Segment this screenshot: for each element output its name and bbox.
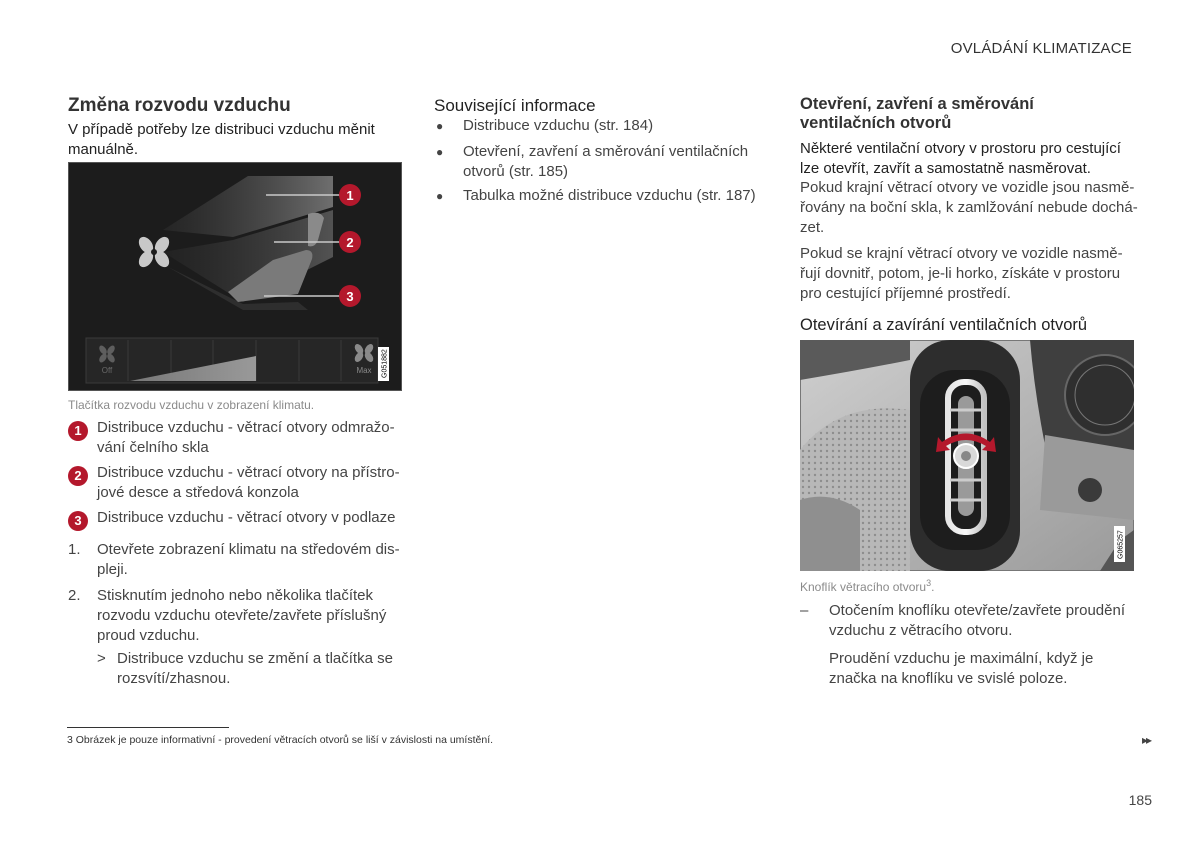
paragraph: Pokud krajní větrací otvory ve vozidle jsou nasmě- řovány na boční skla, k zamlžování nebude dochá- zet. xyxy=(800,179,1138,236)
step-item: Otevřete zobrazení klimatu na středovém dis- pleji. xyxy=(97,541,400,578)
figure-caption: Knoflík větracího otvoru$^3$. xyxy=(800,578,935,594)
bullet-icon: ● xyxy=(436,189,444,203)
figure-code: G051882 xyxy=(381,349,389,378)
legend-item: Distribuce vzduchu - větrací otvory na přístro- jové desce a středová konzola xyxy=(97,464,400,501)
max-label: Max xyxy=(356,366,372,375)
result-marker: > xyxy=(97,650,106,667)
related-link[interactable]: Distribuce vzduchu (str. 184) xyxy=(463,117,654,134)
vent-photo-figure xyxy=(800,340,1134,571)
step-marker: – xyxy=(800,602,809,619)
step-item: Otočením knoflíku otevřete/zavřete proudění vzduchu z větracího otvoru. xyxy=(829,602,1125,639)
lead-text: Některé ventilační otvory v prostoru pro cestující lze otevřít, zavřít a samostatně nasměrovat. xyxy=(800,140,1121,177)
bullet-icon: ● xyxy=(436,119,444,133)
footnote-divider xyxy=(67,727,229,728)
callout-1: 1 xyxy=(346,188,354,203)
related-info-title: Související informace xyxy=(434,96,596,115)
page-number: 185 xyxy=(1128,792,1152,808)
callout-2: 2 xyxy=(346,235,354,250)
legend-number: 3 xyxy=(68,511,88,531)
legend-number: 1 xyxy=(68,421,88,441)
step-item: Stisknutím jednoho nebo několika tlačítek rozvodu vzduchu otevřete/zavřete příslušný proud vzduchu. xyxy=(97,587,387,644)
note-text: Proudění vzduchu je maximální, když je značka na knoflíku ve svislé poloze. xyxy=(829,650,1094,687)
section-header: OVLÁDÁNÍ KLIMATIZACE xyxy=(950,40,1132,57)
intro-text: V případě potřeby lze distribuci vzduchu měnit manuálně. xyxy=(68,121,375,158)
step-number: 1. xyxy=(68,541,81,558)
result-item: Distribuce vzduchu se změní a tlačítka se rozsvítí/zhasnou. xyxy=(117,650,393,687)
bullet-icon: ● xyxy=(436,145,444,159)
figure-code: G065257 xyxy=(1117,530,1125,559)
related-link[interactable]: Otevření, zavření a směrování ventilačních otvorů (str. 185) xyxy=(463,143,749,180)
legend-number: 2 xyxy=(68,466,88,486)
related-link[interactable]: Tabulka možné distribuce vzduchu (str. 187) xyxy=(463,187,756,204)
climate-screen-figure xyxy=(68,162,402,391)
off-label: Off xyxy=(101,366,113,375)
legend-item: Distribuce vzduchu - větrací otvory odmražo- vání čelního skla xyxy=(97,419,395,456)
next-page-arrows-icon[interactable]: ▸▸ xyxy=(1141,733,1150,747)
figure-caption: Tlačítka rozvodu vzduchu v zobrazení klimatu. xyxy=(68,398,315,412)
footnote: 3 Obrázek je pouze informativní - provedení větracích otvorů se liší v závislosti na umístění. xyxy=(67,734,494,746)
section-title: Otevření, zavření a směrování ventilačních otvorů xyxy=(800,95,1034,132)
callout-3: 3 xyxy=(346,289,354,304)
step-number: 2. xyxy=(68,587,81,604)
paragraph: Pokud se krajní větrací otvory ve vozidle nasmě- řují dovnitř, potom, je-li horko, získáte v prostoru pro cestující příjemné prostředí. xyxy=(800,245,1123,302)
legend-item: Distribuce vzduchu - větrací otvory v podlaze xyxy=(97,509,396,526)
section-title: Změna rozvodu vzduchu xyxy=(68,95,291,116)
subsection-title: Otevírání a zavírání ventilačních otvorů xyxy=(800,316,1088,334)
